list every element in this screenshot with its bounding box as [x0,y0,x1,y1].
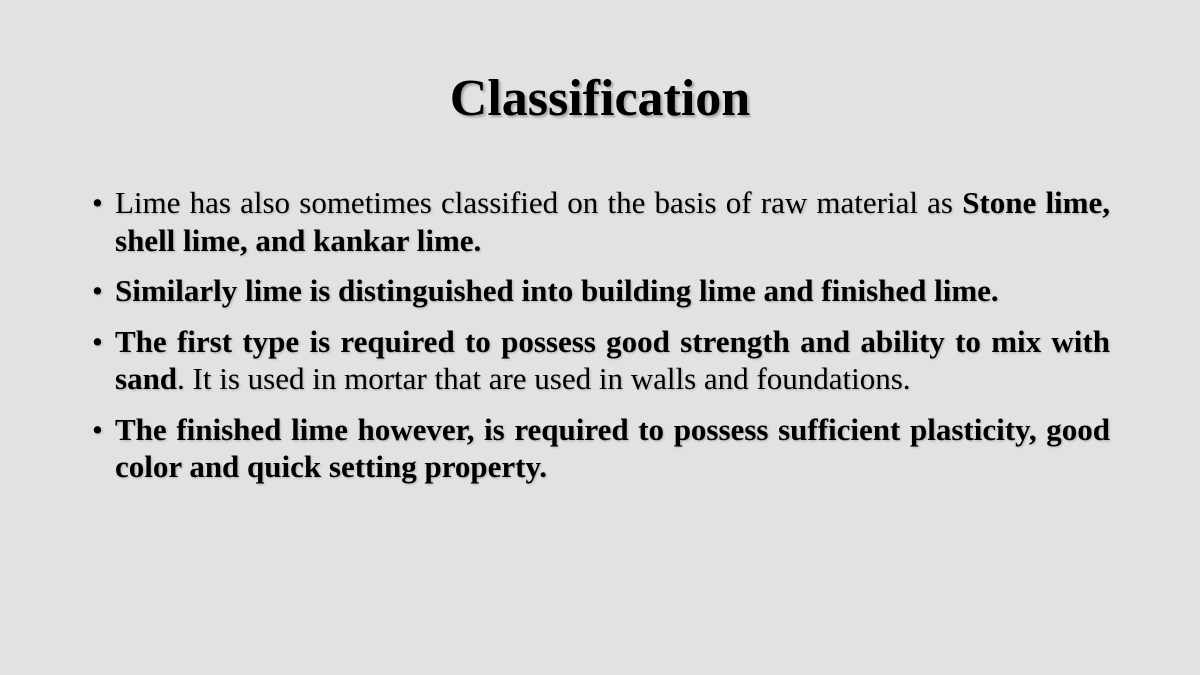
bullet-text-bold: The first type is required to possess good strength and ability to mix with sand [115,323,1110,396]
bullet-dot-icon: • [92,273,103,308]
bullet-dot-icon: • [92,323,103,359]
bullet-item [92,184,1110,259]
bullet-text-regular: . It is used in mortar that are used in walls and foundations. [177,361,911,396]
bullet-text-regular: Lime has also sometimes classified on the basis of raw material as [115,185,963,220]
bullet-text-bold: Similarly lime is distinguished into building lime and finished lime. [115,273,999,308]
bullet-item [92,411,1110,486]
slide-title: Classification [449,70,751,127]
bullet-dot-icon: • [92,185,103,220]
bullet-list [92,184,1110,499]
bullet-item [92,323,1110,398]
bullet-text-bold: Stone lime, shell lime, and kankar lime. [115,185,1111,258]
bullet-text-bold: The finished lime however, is required to possess sufficient plasticity, good color and quick setting property. [115,411,1110,484]
bullet-dot-icon: • [92,411,103,447]
bullet-item [92,272,1110,310]
